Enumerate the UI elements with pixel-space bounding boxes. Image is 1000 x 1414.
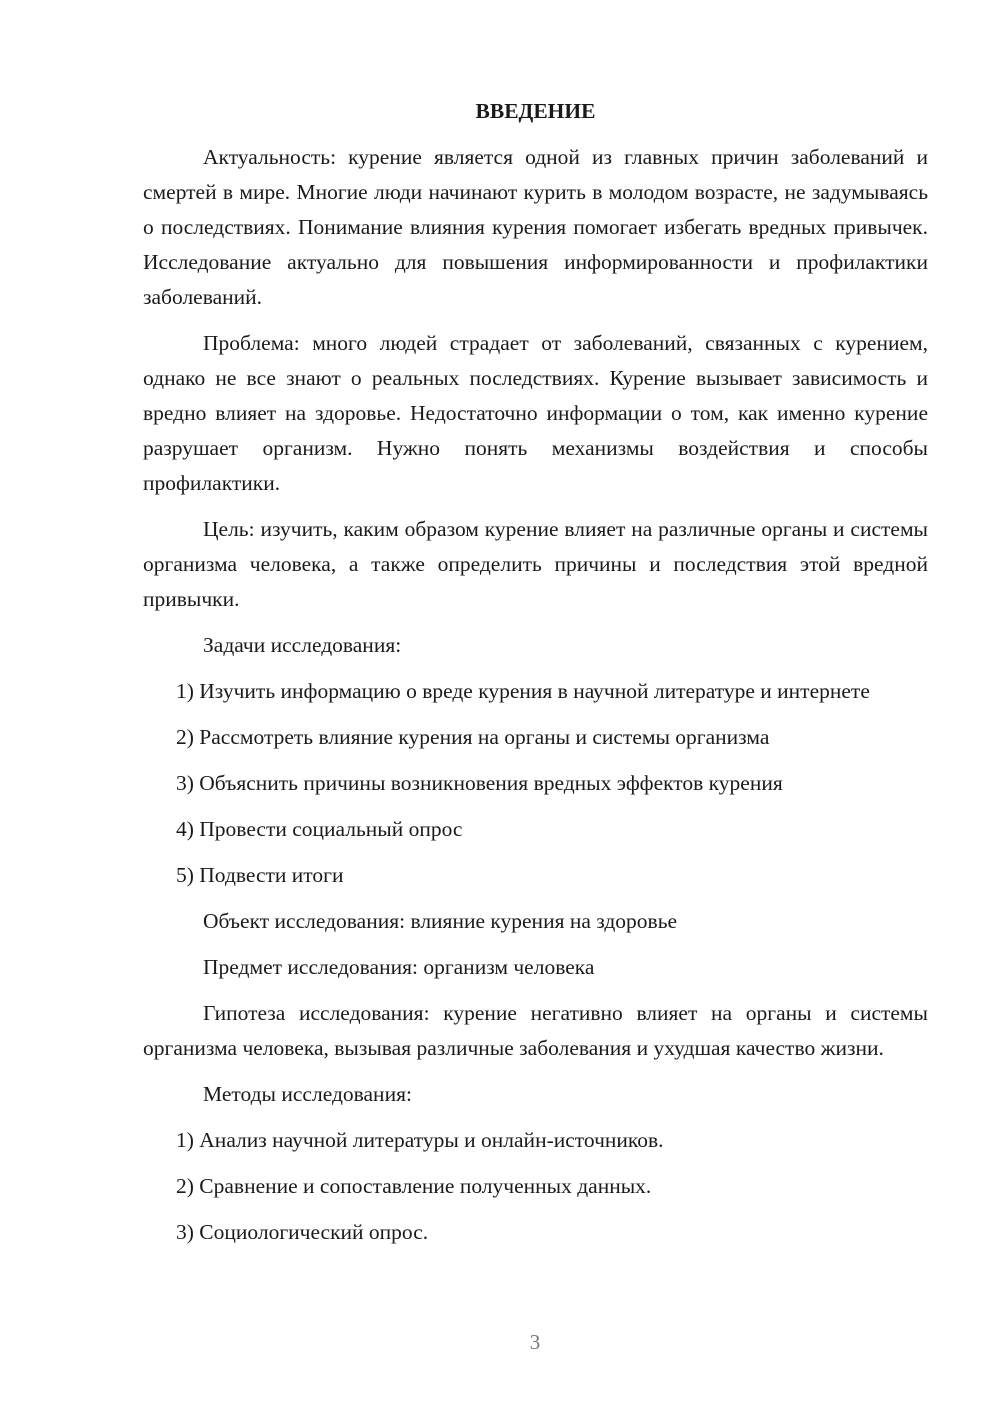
method-item: 3) Социологический опрос. xyxy=(176,1220,429,1244)
tasks-heading: Задачи исследования: xyxy=(203,633,402,657)
hypothesis-paragraph: Гипотеза исследования: курение негативно влияет на органы и системы организма человека, вызывая различные заболевания и ухудшая качество жизни. xyxy=(143,1001,928,1060)
section-title: ВВЕДЕНИЕ xyxy=(475,99,596,123)
methods-heading: Методы исследования: xyxy=(203,1082,412,1106)
methods-list xyxy=(143,1123,928,1250)
object-paragraph: Объект исследования: влияние курения на здоровье xyxy=(203,909,678,933)
tasks-list xyxy=(143,674,928,893)
goal-paragraph: Цель: изучить, каким образом курение влияет на различные органы и системы организма человека, а также определить причины и последствия этой вредной привычки. xyxy=(143,517,928,611)
task-item: 3) Объяснить причины возникновения вредных эффектов курения xyxy=(176,771,783,795)
problem-paragraph: Проблема: много людей страдает от заболеваний, связанных с курением, однако не все знают о реальных последствиях. Курение вызывает зависимость и вредно влияет на здоровье. Недостаточно информации о том, как именно курение разрушает организм. Нужно понять механизмы воздействия и способы профилактики. xyxy=(143,331,928,495)
subject-paragraph: Предмет исследования: организм человека xyxy=(203,955,595,979)
task-item: 2) Рассмотреть влияние курения на органы и системы организма xyxy=(176,725,770,749)
task-item: 1) Изучить информацию о вреде курения в научной литературе и интернете xyxy=(176,679,870,703)
method-item: 2) Сравнение и сопоставление полученных данных. xyxy=(176,1174,652,1198)
document-page xyxy=(143,94,928,1261)
task-item: 4) Провести социальный опрос xyxy=(176,817,463,841)
relevance-paragraph: Актуальность: курение является одной из главных причин заболеваний и смертей в мире. Многие люди начинают курить в молодом возрасте, не задумываясь о последствиях. Понимание влияния курения помогает избегать вредных привычек. Исследование актуально для повышения информированности и профилактики заболеваний. xyxy=(143,145,928,309)
task-item: 5) Подвести итоги xyxy=(176,863,344,887)
method-item: 1) Анализ научной литературы и онлайн-источников. xyxy=(176,1128,664,1152)
page-number: 3 xyxy=(529,1330,541,1354)
